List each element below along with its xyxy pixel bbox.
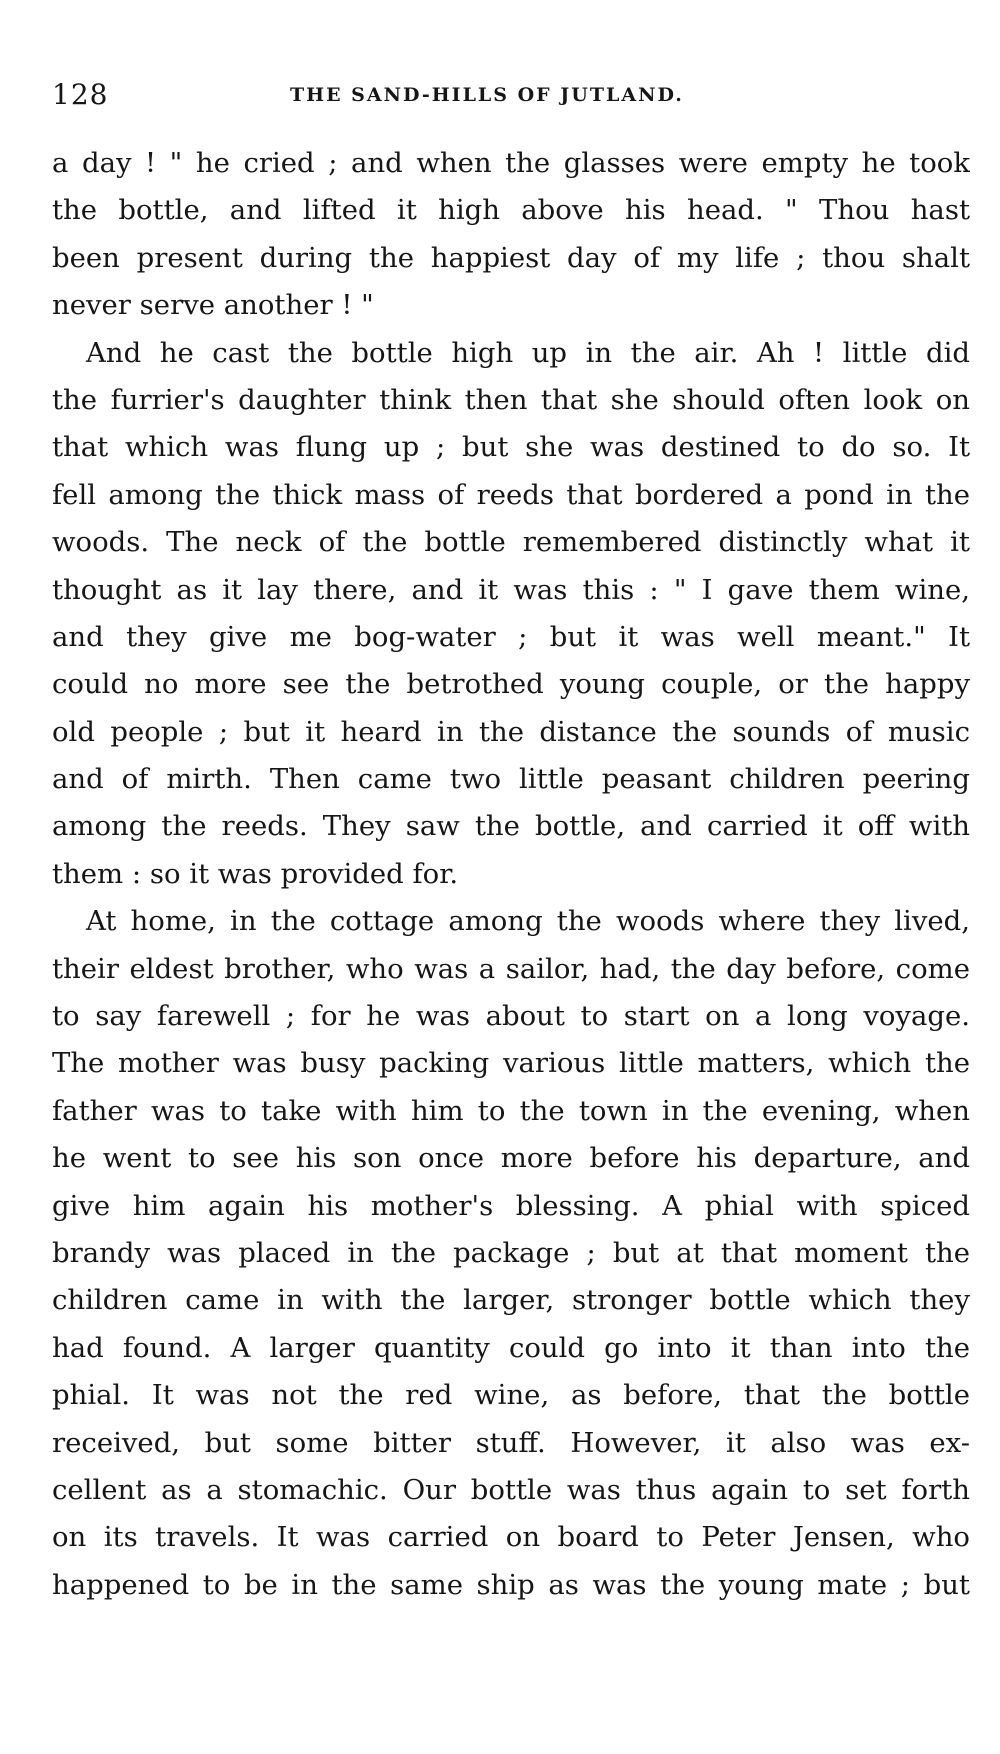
text-line: on its travels. It was carried on board to Peter Jensen, who <box>52 1521 970 1554</box>
text-line: phial. It was not the red wine, as before, that the bottle <box>52 1379 970 1412</box>
text-line: happened to be in the same ship as was the young mate ; but <box>52 1568 970 1601</box>
paragraph <box>52 898 970 1609</box>
text-line: and they give me bog-water ; but it was well meant." It <box>52 620 970 653</box>
text-line: give him again his mother's blessing. A phial with spiced <box>52 1189 970 1222</box>
text-line: brandy was placed in the package ; but at that moment the <box>52 1236 970 1269</box>
page-number: 128 <box>52 78 109 111</box>
text-line: a day ! " he cried ; and when the glasses were empty he took <box>52 147 970 179</box>
text-line: never serve another ! " <box>52 289 374 322</box>
text-line: could no more see the betrothed young couple, or the happy <box>52 668 970 701</box>
text-line: among the reeds. They saw the bottle, and carried it off with <box>52 810 970 843</box>
text-line: he went to see his son once more before his departure, and <box>52 1142 970 1175</box>
text-line: old people ; but it heard in the distance the sounds of music <box>52 715 970 748</box>
text-line: children came in with the larger, stronger bottle which they <box>52 1284 970 1317</box>
text-line: and of mirth. Then came two little peasant children peering <box>52 763 970 796</box>
text-line: their eldest brother, who was a sailor, had, the day before, come <box>52 952 970 985</box>
body-text <box>52 140 970 1609</box>
text-line: had found. A larger quantity could go into it than into the <box>52 1331 970 1364</box>
text-line: father was to take with him to the town in the evening, when <box>52 1094 970 1127</box>
paragraph <box>52 330 970 899</box>
text-line: that which was flung up ; but she was destined to do so. It <box>52 431 970 464</box>
text-line: At home, in the cottage among the woods where they lived, <box>86 905 970 938</box>
text-line: received, but some bitter stuff. However, it also was ex- <box>52 1426 970 1459</box>
text-line: thought as it lay there, and it was this : " I gave them wine, <box>52 573 970 606</box>
text-line: the furrier's daughter think then that she should often look on <box>52 383 970 416</box>
text-line: them : so it was provided for. <box>52 857 459 890</box>
text-line: woods. The neck of the bottle remembered distinctly what it <box>52 526 970 559</box>
paragraph <box>52 140 970 330</box>
text-line: fell among the thick mass of reeds that bordered a pond in the <box>52 478 970 511</box>
running-title: THE SAND-HILLS OF JUTLAND. <box>290 84 684 106</box>
text-line: the bottle, and lifted it high above his head. " Thou hast <box>52 194 970 227</box>
page-header <box>0 78 1000 118</box>
text-line: cellent as a stomachic. Our bottle was thus again to set forth <box>52 1473 970 1506</box>
text-line: And he cast the bottle high up in the air. Ah ! little did <box>86 336 970 369</box>
text-line: to say farewell ; for he was about to start on a long voyage. <box>52 1000 970 1033</box>
text-line: The mother was busy packing various little matters, which the <box>52 1047 970 1080</box>
text-line: been present during the happiest day of my life ; thou shalt <box>52 241 970 274</box>
